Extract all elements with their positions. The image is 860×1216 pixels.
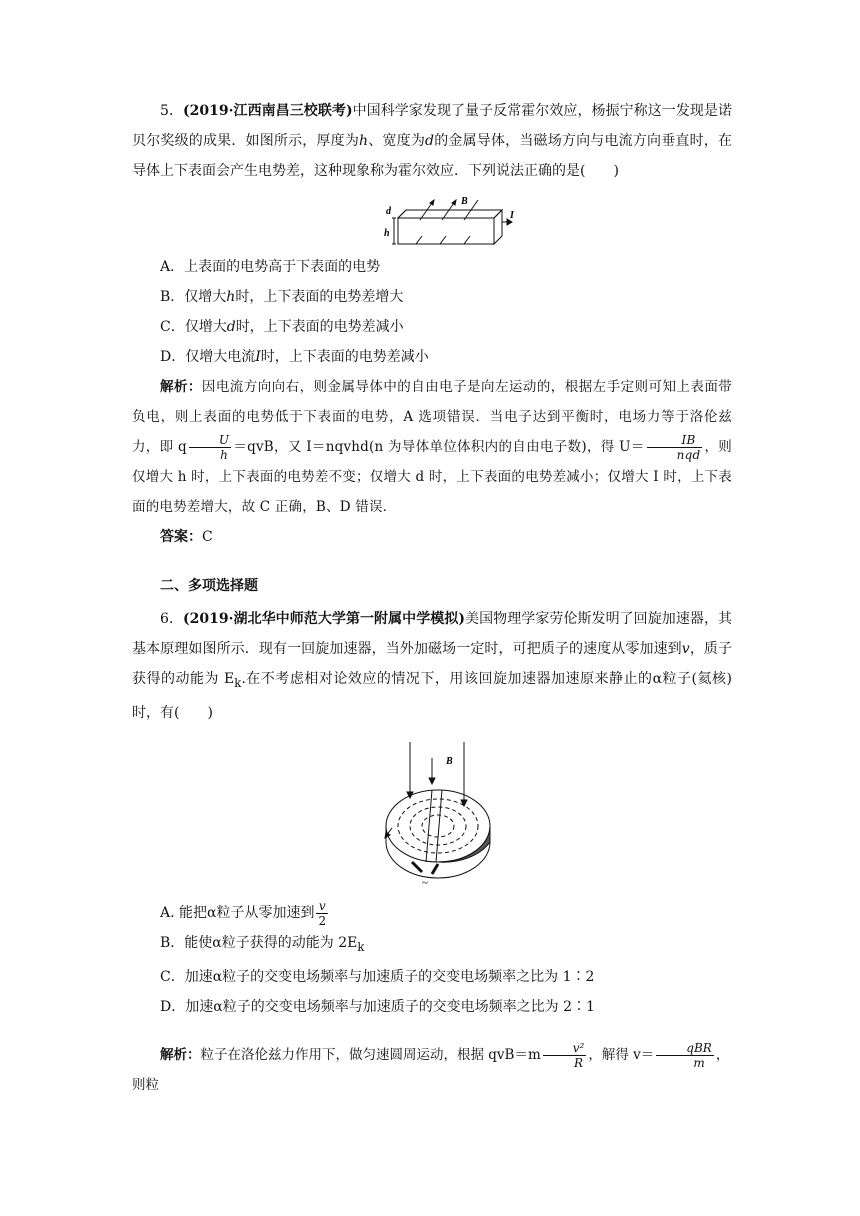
option-b: [132, 282, 732, 312]
analysis-label: 解析：: [160, 1047, 201, 1063]
answer-value: C: [202, 529, 213, 545]
option-text: 加速α粒子的交变电场频率与加速质子的交变电场频率之比为 2∶1: [185, 998, 595, 1015]
answer: [132, 522, 732, 552]
label-b: B: [461, 196, 468, 207]
analysis-label: 解析：: [160, 379, 202, 395]
question-source: (2019·江西南昌三校联考): [183, 103, 353, 119]
option-c: [132, 962, 732, 992]
subscript-k: k: [357, 939, 365, 954]
fraction-numerator: qBR: [656, 1041, 714, 1056]
hall-effect-figure: [380, 194, 520, 250]
analysis-text: ，则仅增大 h 时，上下表面的电势差不变；仅增大 d 时，上下表面的电势差减小；仅增大 I 时，上下表面的电势差增大，故 C 正确，B、D 错误．: [132, 439, 732, 515]
option-text: 仅增大电流: [185, 349, 256, 365]
fraction: [316, 899, 328, 928]
option-label: B．: [160, 935, 185, 951]
option-c: [132, 312, 732, 342]
question-6-analysis: [132, 1040, 732, 1100]
option-label: A．: [160, 259, 185, 275]
fraction-numerator: IB: [647, 433, 703, 448]
option-label: C．: [160, 968, 185, 985]
label-i: I: [510, 210, 514, 221]
question-number: 6．: [160, 611, 184, 627]
fraction: [189, 433, 231, 462]
option-text: 仅增大: [184, 289, 227, 305]
analysis-text: ，解得 v＝: [588, 1047, 655, 1063]
subscript-k: k: [234, 675, 242, 690]
option-label: D．: [160, 349, 186, 365]
fraction: [647, 433, 703, 462]
option-d: [132, 342, 732, 372]
option-text: 时，上下表面的电势差增大: [235, 289, 404, 305]
fraction: [656, 1041, 714, 1070]
label-b: B: [446, 756, 453, 767]
question-6-options: [132, 898, 732, 1022]
option-text: 时，上下表面的电势差减小: [235, 319, 404, 335]
question-6: [132, 604, 732, 728]
analysis-text: 粒子在洛伦兹力作用下，做匀速圆周运动，根据 qvB＝m: [200, 1047, 541, 1063]
analysis-text: ，则粒: [132, 1047, 730, 1093]
var-v: v: [681, 641, 690, 657]
option-d: [132, 992, 732, 1022]
fraction-numerator: v²: [543, 1041, 587, 1056]
analysis: [132, 372, 732, 522]
answer-label: 答案：: [160, 529, 202, 545]
stem-text: 美国物理学家劳伦斯发明了回旋加速器，其基本原理如图所示．现有一回旋加速器，当外加磁场一定时，可把质子的速度从零加速到: [132, 611, 732, 657]
analysis-text: ＝qvB，又 I＝nqvhd(n 为导体单位体积内的自由电子数)，得 U＝: [233, 439, 645, 455]
fraction-denominator: h: [220, 448, 229, 462]
stem-text: 、宽度为: [368, 133, 426, 149]
option-text: 仅增大: [184, 319, 227, 335]
option-text: 加速α粒子的交变电场频率与加速质子的交变电场频率之比为 1∶2: [184, 968, 595, 985]
fraction-denominator: 2: [318, 913, 327, 928]
option-var: h: [226, 289, 236, 305]
label-h: h: [384, 228, 390, 239]
option-text: 能把α粒子从零加速到: [179, 905, 315, 921]
option-var: I: [255, 349, 261, 365]
option-label: A.: [160, 905, 180, 921]
var-h: h: [359, 133, 369, 149]
question-number: 5．: [160, 103, 184, 119]
stem-text: .在不考虑相对论效应的情况下，用该回旋加速器加速原来静止的α粒子(氦核)时，有( ): [132, 671, 733, 721]
fraction-denominator: m: [693, 1056, 705, 1070]
cyclotron-figure: [372, 738, 502, 888]
fraction-denominator: R: [574, 1056, 584, 1070]
option-text: 上表面的电势高于下表面的电势: [184, 259, 381, 275]
fraction: [543, 1041, 587, 1070]
option-label: C．: [160, 319, 185, 335]
option-text: 时，上下表面的电势差减小: [260, 349, 429, 365]
option-text: 能使α粒子获得的动能为 2E: [184, 935, 358, 951]
stem-text: 中国科学家发现了量子反常霍尔效应，杨振宁称这一发现是诺贝尔奖级的成果．如图所示，厚度为: [132, 103, 732, 149]
label-d: d: [386, 206, 391, 217]
section-title: 二、多项选择题: [160, 578, 258, 594]
question-6-stem: [132, 604, 732, 728]
question-source: (2019·湖北华中师范大学第一附属中学模拟): [183, 611, 465, 627]
stem-text: ，质子获得的动能为 E: [132, 641, 733, 687]
option-b: [132, 928, 732, 962]
analysis-text: 因电流方向向右，则金属导体中的自由电子是向左运动的，根据左手定则可知上表面带负电，则上表面的电势低于下表面的电势，A 选项错误．当电子达到平衡时，电场力等于洛伦兹力，即 q: [132, 379, 732, 455]
fraction-denominator: nqd: [676, 448, 701, 462]
fraction-numerator: U: [189, 433, 231, 448]
option-var: d: [226, 319, 236, 335]
stem-text: 的金属导体，当磁场方向与电流方向垂直时，在导体上下表面会产生电势差，这种现象称为霍尔效应．下列说法正确的是( ): [132, 133, 732, 179]
option-a: [132, 898, 732, 928]
option-a: [132, 252, 732, 282]
fraction-numerator: v: [316, 899, 328, 914]
option-label: B．: [160, 289, 185, 305]
var-d: d: [425, 133, 434, 149]
label-ac-source: ~: [422, 877, 428, 888]
question-5: [132, 96, 732, 552]
option-label: D．: [160, 998, 186, 1015]
question-5-stem: [132, 96, 732, 186]
